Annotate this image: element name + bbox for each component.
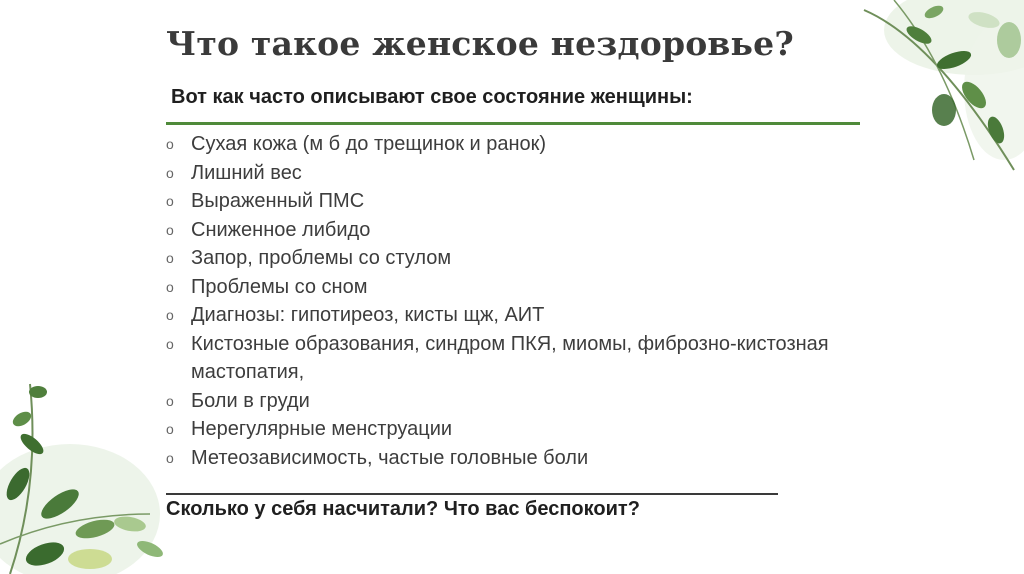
- bullet-icon: o: [166, 193, 174, 209]
- list-item-text: Выраженный ПМС: [191, 190, 365, 212]
- list-item: [164, 330, 864, 387]
- list-item-text: Нерегулярные менструации: [191, 418, 453, 440]
- list-item: [164, 216, 864, 245]
- bullet-icon: o: [166, 278, 174, 295]
- bullet-icon: o: [166, 164, 174, 181]
- leaf-decoration-bottom-left-icon: [0, 364, 190, 574]
- list-item-text: Проблемы со сном: [191, 275, 368, 298]
- list-item: [164, 301, 864, 330]
- list-item-text: Сниженное либидо: [191, 218, 371, 241]
- list-item: [164, 159, 864, 188]
- bullet-icon: o: [166, 221, 174, 238]
- list-item-text: Сухая кожа (м б до трещинок и ранок): [191, 133, 547, 155]
- bullet-icon: o: [166, 307, 174, 323]
- bullet-icon: o: [166, 136, 174, 152]
- list-item-text: Метеозависимость, частые головные боли: [191, 446, 589, 469]
- list-item-text: Лишний вес: [191, 161, 302, 184]
- divider-bottom: [166, 493, 778, 495]
- divider-top: [166, 122, 860, 125]
- list-item-text: Запор, проблемы со стулом: [191, 247, 452, 269]
- list-item: [164, 415, 864, 444]
- list-item: [164, 387, 864, 416]
- bullet-icon: o: [166, 250, 174, 266]
- bullet-icon: o: [166, 392, 174, 409]
- slide-subtitle: Вот как часто описывают свое состояние женщины:: [171, 86, 693, 108]
- list-item: [164, 244, 864, 273]
- list-item-text: Диагнозы: гипотиреоз, кисты щж, АИТ: [191, 304, 545, 326]
- list-item: [164, 130, 864, 159]
- list-item: [164, 273, 864, 302]
- closing-question: Сколько у себя насчитали? Что вас беспокоит?: [166, 498, 640, 520]
- bullet-icon: o: [166, 449, 174, 466]
- bullet-icon: o: [166, 421, 174, 437]
- list-item-text: Боли в груди: [191, 389, 310, 412]
- slide-title: Что такое женское нездоровье?: [166, 24, 794, 63]
- list-item: [164, 444, 864, 473]
- list-item-text: Кистозные образования, синдром ПКЯ, миомы, фиброзно-кистозная мастопатия,: [191, 332, 829, 383]
- list-item: [164, 187, 864, 216]
- symptom-list: [164, 130, 864, 472]
- bullet-icon: o: [166, 335, 174, 352]
